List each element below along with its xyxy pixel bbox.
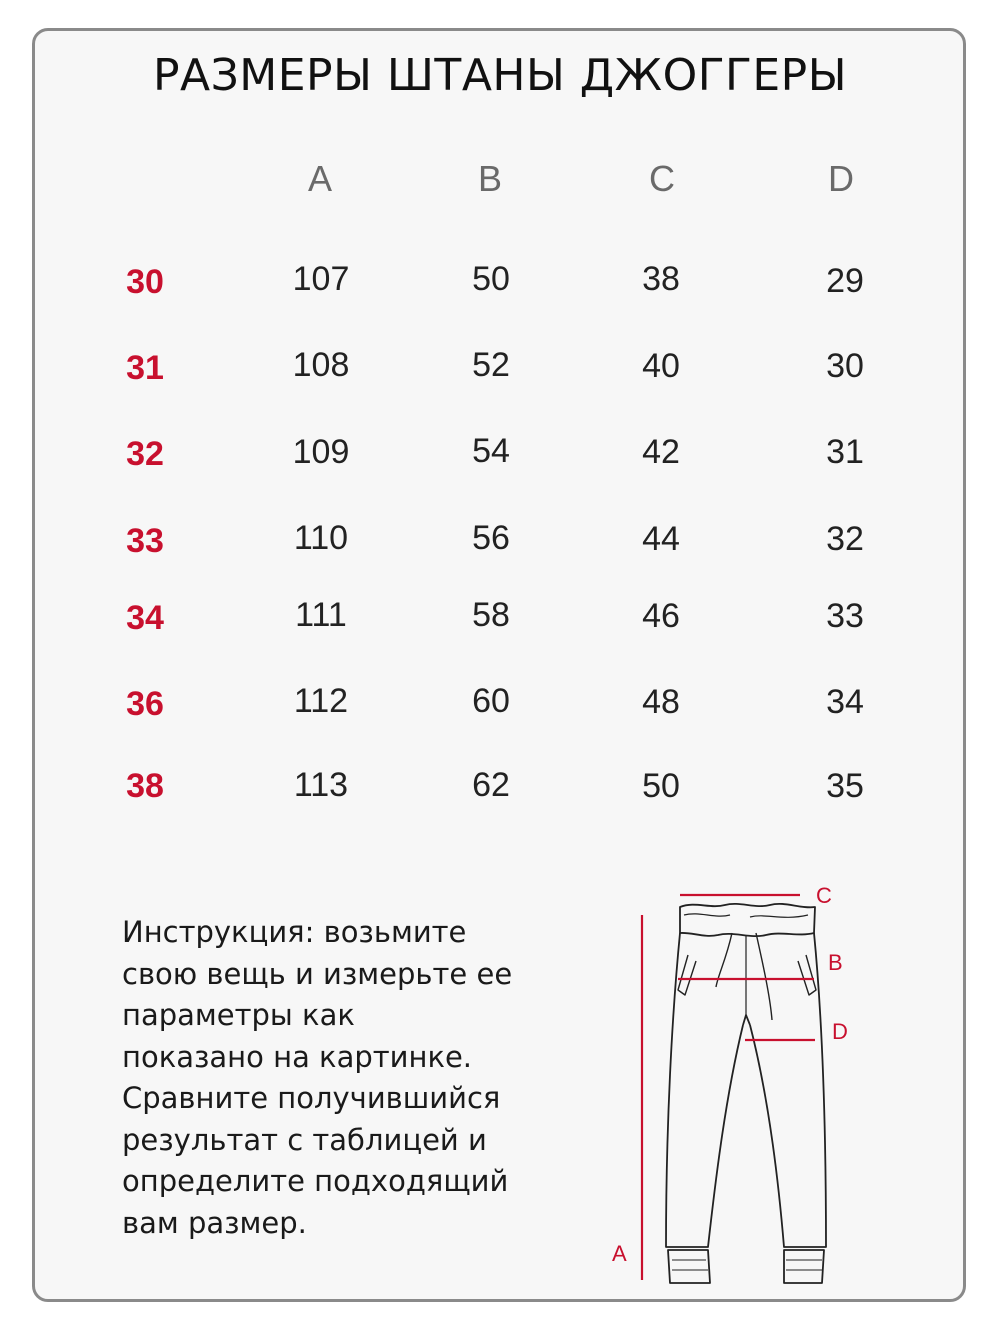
- table-cell: 32: [826, 520, 864, 558]
- row-size-label: 31: [126, 349, 164, 387]
- row-size-label: 33: [126, 522, 164, 560]
- instructions-line: показано на картинке.: [122, 1039, 473, 1074]
- table-cell: 42: [642, 433, 680, 471]
- table-cell: 46: [642, 597, 680, 635]
- column-header-c: C: [649, 158, 675, 199]
- table-cell: 111: [295, 596, 347, 634]
- diagram-label-d: D: [832, 1019, 848, 1044]
- row-size-label: 34: [126, 599, 164, 637]
- table-cell: 30: [826, 347, 864, 385]
- row-size-label: 32: [126, 435, 164, 473]
- table-cell: 58: [472, 596, 510, 634]
- diagram-label-b: B: [828, 950, 843, 975]
- pants-outline-icon: [666, 904, 826, 1283]
- diagram-label-a: A: [612, 1241, 627, 1266]
- table-cell: 44: [642, 520, 680, 558]
- column-header-b: B: [477, 158, 502, 199]
- table-cell: 50: [472, 260, 510, 298]
- diagram-label-c: C: [816, 883, 832, 908]
- table-cell: 34: [826, 683, 864, 721]
- instructions-line: параметры как: [122, 998, 355, 1032]
- table-cell: 62: [472, 766, 510, 804]
- table-cell: 56: [472, 519, 510, 557]
- measurement-lines: [642, 895, 815, 1280]
- instructions-line: результат с таблицей и: [122, 1122, 487, 1157]
- pants-measurement-diagram: [600, 875, 860, 1295]
- table-cell: 112: [293, 682, 349, 720]
- table-cell: 113: [293, 766, 349, 804]
- page-title: РАЗМЕРЫ ШТАНЫ ДЖОГГЕРЫ: [152, 50, 848, 101]
- instructions-text: [122, 912, 562, 1244]
- table-cell: 60: [472, 682, 510, 720]
- table-cell: 33: [826, 597, 864, 635]
- table-cell: 50: [642, 767, 680, 805]
- table-cell: 40: [642, 347, 680, 385]
- table-cell: 109: [292, 433, 350, 471]
- table-cell: 38: [642, 260, 680, 298]
- instructions-line: определите подходящий: [122, 1164, 509, 1198]
- instructions-line: Инструкция: возьмите: [122, 915, 467, 949]
- table-cell: 52: [472, 346, 510, 384]
- column-header-d: D: [828, 158, 854, 199]
- table-cell: 54: [472, 432, 510, 470]
- table-cell: 110: [293, 519, 349, 557]
- instructions-line: свою вещь и измерьте ее: [122, 956, 513, 991]
- row-size-label: 30: [126, 263, 164, 301]
- instructions-line: вам размер.: [122, 1205, 307, 1240]
- row-size-label: 36: [126, 685, 164, 723]
- table-cell: 107: [292, 260, 350, 298]
- table-cell: 48: [642, 683, 680, 721]
- column-header-a: A: [307, 158, 332, 199]
- table-cell: 31: [826, 433, 864, 471]
- table-cell: 35: [826, 767, 864, 805]
- row-size-label: 38: [126, 767, 164, 805]
- instructions-line: Сравните получившийся: [122, 1081, 501, 1115]
- table-cell: 108: [292, 346, 350, 384]
- table-cell: 29: [826, 262, 864, 300]
